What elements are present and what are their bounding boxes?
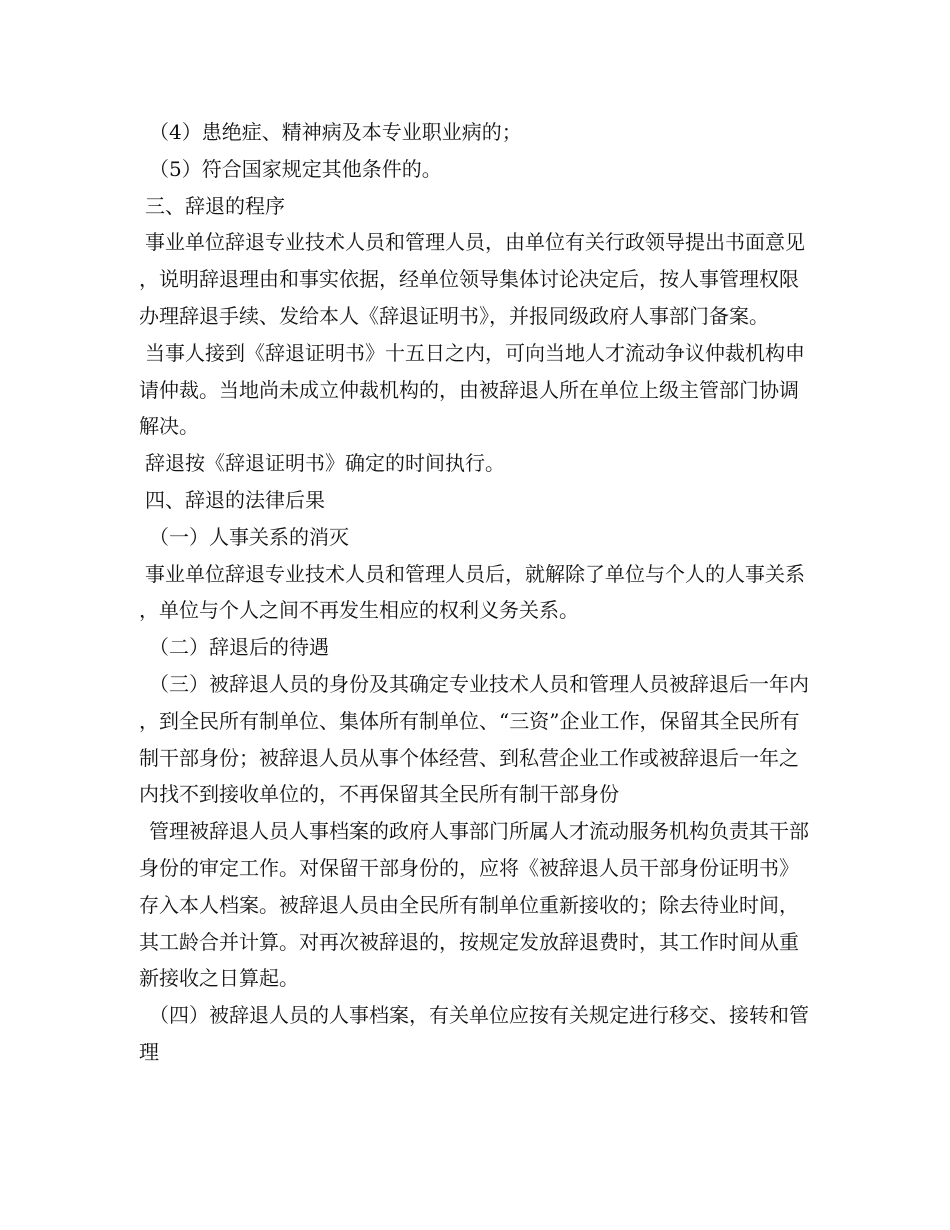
- paragraph-procedure-arbitration: 当事人接到《辞退证明书》十五日之内，可向当地人才流动争议仲裁机构申请仲裁。当地尚未成立仲裁机构的，由被辞退人所在单位上级主管部门协调解决。: [139, 340, 805, 439]
- paragraph-archive-transfer: （四）被辞退人员的人事档案，有关单位应按有关规定进行移交、接转和管理: [139, 1003, 809, 1064]
- list-item-5: （5）符合国家规定其他条件的。: [149, 156, 442, 181]
- list-item-4: （4）患绝症、精神病及本专业职业病的；: [149, 120, 522, 144]
- document-body: [139, 114, 811, 1071]
- paragraph-relation-termination: 事业单位辞退专业技术人员和管理人员后，就解除了单位与个人的人事关系，单位与个人之间不再发生相应的权利义务关系。: [139, 561, 805, 623]
- paragraph-archive-management: 管理被辞退人员人事档案的政府人事部门所属人才流动服务机构负责其干部身份的审定工作。对保留干部身份的，应将《被辞退人员干部身份证明书》存入本人档案。被辞退人员由全民所有制单位重新接收的；除去待业时间，其工龄合并计算。对再次被辞退的，按规定发放辞退费时，其工作时间从重新接收之日算起。: [139, 819, 809, 991]
- paragraph-procedure-execution: 辞退按《辞退证明书》确定的时间执行。: [145, 451, 505, 476]
- subheading-relation-termination: （一）人事关系的消灭: [149, 524, 349, 549]
- paragraph-identity: （三）被辞退人员的身份及其确定专业技术人员和管理人员被辞退后一年内，到全民所有制单位、集体所有制单位、“三资”企业工作，保留其全民所有制干部身份；被辞退人员从事个体经营、到私营企业工作或被辞退后一年之内找不到接收单位的，不再保留其全民所有制干部身份: [139, 671, 809, 807]
- subheading-treatment: （二）辞退后的待遇: [149, 635, 329, 660]
- paragraph-procedure-dismissal: 事业单位辞退专业技术人员和管理人员，由单位有关行政领导提出书面意见，说明辞退理由和事实依据，经单位领导集体讨论决定后，按人事管理权限办理辞退手续、发给本人《辞退证明书》，并报同级政府人事部门备案。: [139, 230, 805, 328]
- section-heading-legal-consequences: 四、辞退的法律后果: [145, 487, 325, 512]
- section-heading-procedure: 三、辞退的程序: [145, 193, 285, 218]
